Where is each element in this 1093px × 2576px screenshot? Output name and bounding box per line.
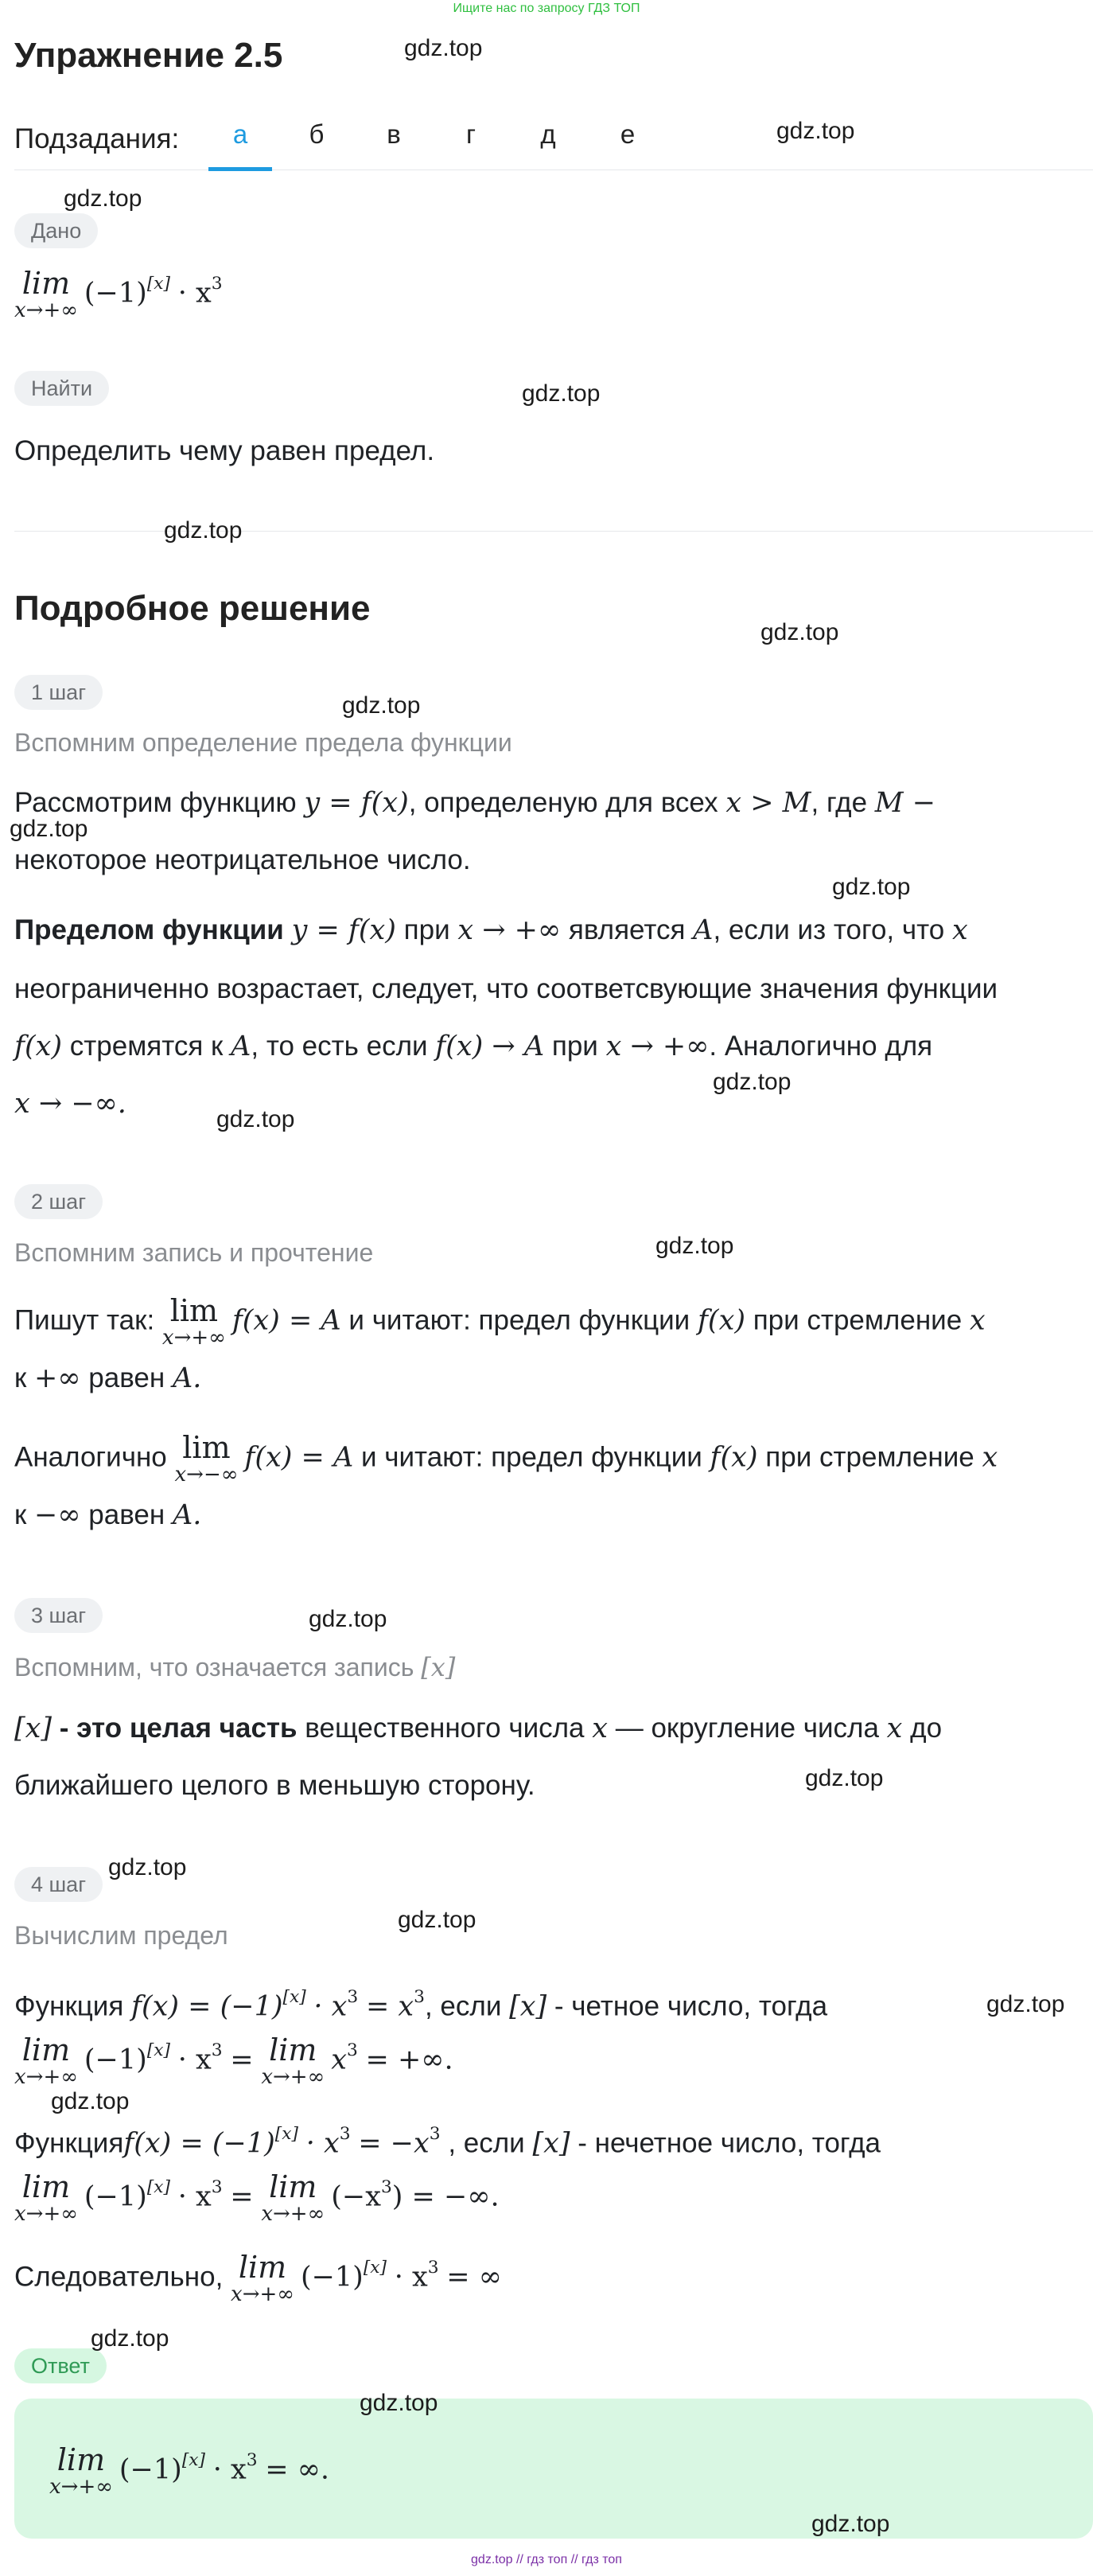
- step-1-badge: 1 шаг: [14, 675, 103, 710]
- solution-title: Подробное решение: [14, 589, 371, 628]
- watermark: gdz.top: [398, 1907, 476, 1933]
- step-3-badge: 3 шаг: [14, 1598, 103, 1633]
- step-2-subtitle: Вспомним запись и прочтение: [14, 1238, 374, 1267]
- watermark: gdz.top: [522, 380, 601, 407]
- step-2-line-1: Пишут так: lim x→+∞ f(x) = A и читают: предел функции f(x) при стремление x: [14, 1293, 986, 1350]
- tab-d[interactable]: д: [540, 119, 556, 149]
- given-badge: Дано: [14, 213, 98, 248]
- watermark: gdz.top: [10, 816, 88, 842]
- step-4-subtitle: Вычислим предел: [14, 1921, 228, 1950]
- top-banner[interactable]: Ищите нас по запросу ГДЗ ТОП: [453, 2, 640, 15]
- watermark: gdz.top: [805, 1765, 884, 1791]
- step-2-line-2: к +∞ равен A.: [14, 1362, 202, 1394]
- watermark: gdz.top: [776, 118, 855, 144]
- step-4-line-3: Функцияf(x) = $(-1)[x] \cdot x^3 = -x^3$ , если [x] - нечетное число, тогда: [14, 2124, 881, 2160]
- step-4-badge: 4 шаг: [14, 1867, 103, 1902]
- step-4-line-4: lim x→+∞ $(-1)[x] \cdot x^3$ = lim x→+∞ $(-x^3)$ = −∞.: [14, 2169, 500, 2227]
- step-2-line-3: Аналогично lim x→−∞ f(x) = A и читают: предел функции f(x) при стремление x: [14, 1430, 998, 1487]
- watermark: gdz.top: [832, 874, 911, 900]
- watermark: gdz.top: [108, 1854, 187, 1880]
- tab-a[interactable]: а: [232, 119, 248, 149]
- step-1-line-1: Рассмотрим функцию y = f(x), определеную для всех x > M, где M −: [14, 787, 936, 819]
- tab-g[interactable]: г: [465, 119, 476, 149]
- watermark: gdz.top: [360, 2390, 438, 2416]
- find-text: Определить чему равен предел.: [14, 435, 435, 466]
- find-badge: Найти: [14, 371, 109, 406]
- step-1-line-3: Пределом функции y = f(x) при x → +∞ является A, если из того, что x: [14, 914, 968, 946]
- step-1-line-4: неограниченно возрастает, следует, что соответсвующие значения функции: [14, 973, 998, 1004]
- step-4-line-2: lim x→+∞ $(-1)[x] \cdot x^3$ = lim x→+∞ $x^3$ = +∞.: [14, 2032, 453, 2090]
- step-3-line-2: ближайшего целого в меньшую сторону.: [14, 1770, 535, 1801]
- step-1-line-2: некоторое неотрицательное число.: [14, 844, 471, 875]
- page-title: Упражнение 2.5: [14, 36, 283, 75]
- watermark: gdz.top: [64, 185, 142, 212]
- watermark: gdz.top: [342, 692, 421, 719]
- watermark: gdz.top: [91, 2325, 169, 2352]
- tab-v[interactable]: в: [387, 119, 401, 149]
- footer-links[interactable]: gdz.top // гдз топ // гдз топ: [471, 2553, 622, 2566]
- step-3-subtitle: Вспомним, что означается запись [x]: [14, 1652, 456, 1682]
- answer-formula: lim x→+∞ $(-1)[x] \cdot x^3$ = ∞.: [49, 2442, 329, 2500]
- step-4-line-1: Функция $f(x) = (-1)[x] \cdot x^3 = x^3$, если [x] - четное число, тогда: [14, 1987, 828, 2023]
- watermark: gdz.top: [986, 1991, 1065, 2017]
- subtasks-label: Подзадания:: [14, 123, 180, 154]
- step-2-line-4: к −∞ равен A.: [14, 1499, 202, 1531]
- step-1-line-6: x → −∞.: [14, 1088, 126, 1120]
- step-2-badge: 2 шаг: [14, 1184, 103, 1219]
- step-1-subtitle: Вспомним определение предела функции: [14, 728, 512, 757]
- tab-e[interactable]: е: [620, 119, 636, 149]
- step-1-line-5: f(x) стремятся к A, то есть если f(x) → A при x → +∞. Аналогично для: [14, 1031, 933, 1062]
- watermark: gdz.top: [655, 1233, 734, 1259]
- page: [10, 0, 1093, 2576]
- given-formula: lim x→+∞ $(-1)[x] \cdot x^3$: [14, 266, 223, 323]
- watermark: gdz.top: [713, 1069, 792, 1095]
- active-tab-indicator: [208, 167, 272, 171]
- tab-b[interactable]: б: [309, 119, 325, 149]
- step-4-line-5: Следовательно, lim x→+∞ $(-1)[x] \cdot x^3$ = ∞: [14, 2250, 502, 2307]
- watermark: gdz.top: [309, 1606, 387, 1632]
- answer-badge: Ответ: [14, 2348, 107, 2383]
- watermark: gdz.top: [216, 1106, 295, 1132]
- limit-operator: lim x→+∞: [14, 266, 78, 323]
- watermark: gdz.top: [760, 619, 839, 645]
- watermark: gdz.top: [164, 517, 243, 544]
- watermark: gdz.top: [51, 2088, 130, 2114]
- step-3-line-1: [x] - это целая часть вещественного числа x — округление числа x до: [14, 1713, 943, 1744]
- watermark: gdz.top: [811, 2511, 890, 2537]
- watermark: gdz.top: [404, 35, 483, 61]
